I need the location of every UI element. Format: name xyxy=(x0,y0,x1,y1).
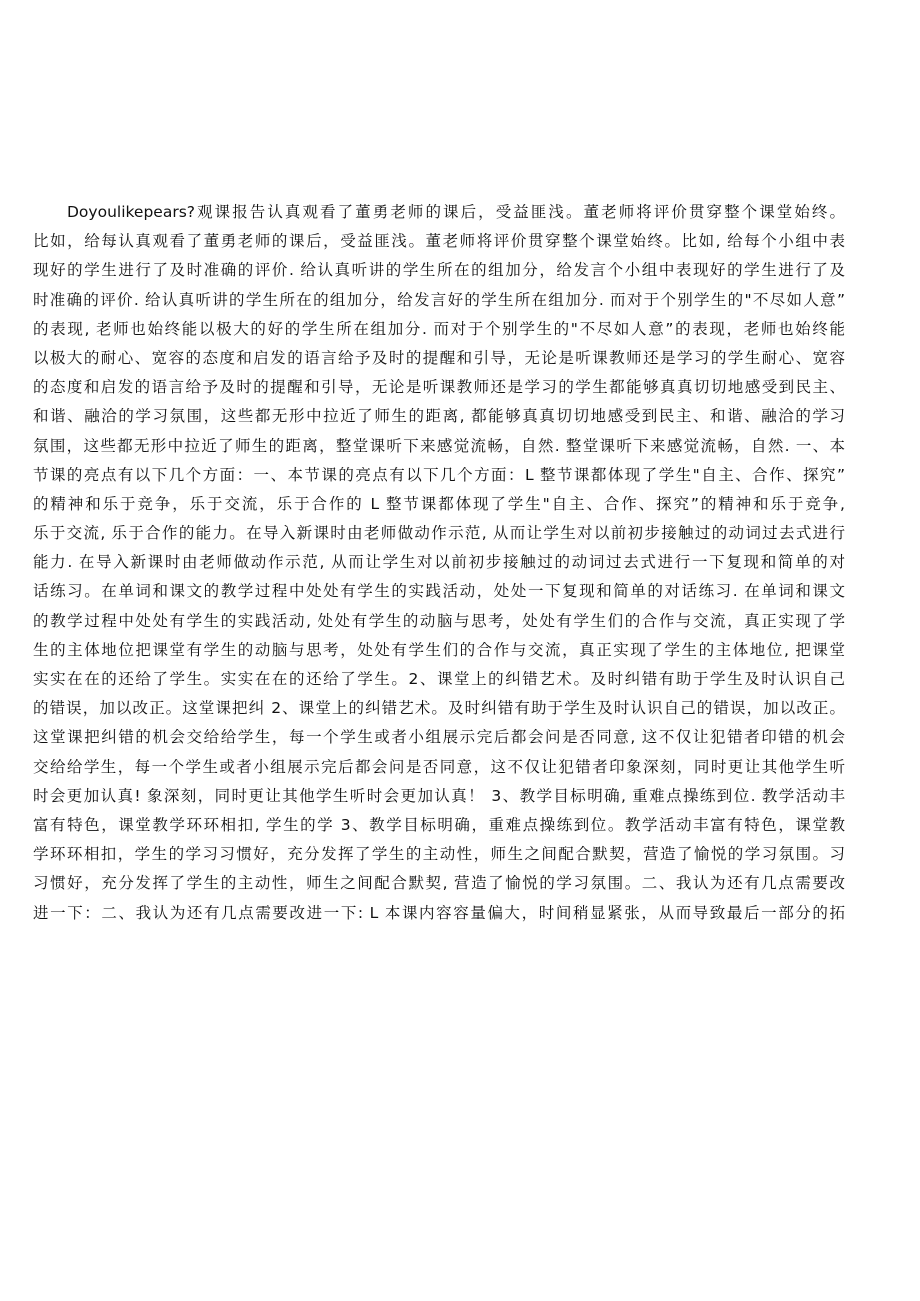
text-line: 的教学过程中处处有学生的实践活动, 处处有学生的动脑与思考，处处有学生们的合作与交流，真正实现了学 xyxy=(33,611,845,630)
text-line: 氛围，这些都无形中拉近了师生的距离，整堂课听下来感觉流畅，自然. 整堂课听下来感觉流畅，自然. 一、本 xyxy=(33,436,845,455)
text-line: 富有特色，课堂教学环环相扣, 学生的学 3、教学目标明确，重难点操练到位。教学活动丰富有特色，课堂教 xyxy=(33,815,845,834)
text-line: 乐于交流, 乐于合作的能力。在导入新课时由老师做动作示范, 从而让学生对以前初步接触过的动词过去式进行 xyxy=(33,524,845,543)
text-line: 习惯好，充分发挥了学生的主动性，师生之间配合默契, 营造了愉悦的学习氛围。二、我认为还有几点需要改 xyxy=(33,874,845,893)
text-line: 时会更加认真! 象深刻，同时更让其他学生听时会更加认真！ 3、教学目标明确, 重难点操练到位. 教学活动丰 xyxy=(33,786,845,805)
text-line: 节课的亮点有以下几个方面：一、本节课的亮点有以下几个方面：L 整节课都体现了学生"自主、合作、探究” xyxy=(33,465,845,484)
text-line: 时准确的评价. 给认真听讲的学生所在的组加分，给发言好的学生所在组加分. 而对于个别学生的"不尽如人意” xyxy=(33,290,845,309)
text-line: 实实在在的还给了学生。实实在在的还给了学生。2、课堂上的纠错艺术。及时纠错有助于学生及时认识自己 xyxy=(33,670,845,688)
text-line: 话练习。在单词和课文的教学过程中处处有学生的实践活动，处处一下复现和简单的对话练习. 在单词和课文 xyxy=(33,582,845,601)
text-line: 和谐、融洽的学习氛围，这些都无形中拉近了师生的距离, 都能够真真切切地感受到民主、和谐、融洽的学习 xyxy=(33,407,845,426)
text-line: 交给给学生，每一个学生或者小组展示完后都会问是否同意，这不仅让犯错者印象深刻，同时更让其他学生听 xyxy=(33,757,845,776)
text-line: 的错误，加以改正。这堂课把纠 2、课堂上的纠错艺术。及时纠错有助于学生及时认识自己的错误，加以改正。 xyxy=(33,699,845,718)
text-line: 这堂课把纠错的机会交给给学生，每一个学生或者小组展示完后都会问是否同意, 这不仅让犯错者印错的机会 xyxy=(33,728,845,747)
text-line: 生的主体地位把课堂有学生的动脑与思考，处处有学生们的合作与交流，真正实现了学生的主体地位, 把课堂 xyxy=(33,640,845,659)
text-line: 能力. 在导入新课时由老师做动作示范, 从而让学生对以前初步接触过的动词过去式进行一下复现和简单的对 xyxy=(33,553,845,572)
text-line: 以极大的耐心、宽容的态度和启发的语言给予及时的提醒和引导，无论是听课教师还是学习的学生耐心、宽容 xyxy=(33,348,845,367)
text-line: 的表现, 老师也始终能以极大的好的学生所在组加分. 而对于个别学生的"不尽如人意”的表现，老师也始终能 xyxy=(33,319,845,338)
text-line: 现好的学生进行了及时准确的评价. 给认真听讲的学生所在的组加分，给发言个小组中表现好的学生进行了及 xyxy=(33,261,845,280)
text-line: Doyoulikepears?观课报告认真观看了董勇老师的课后，受益匪浅。董老师将评价贯穿整个课堂始终。 xyxy=(67,203,845,221)
body-paragraph xyxy=(33,198,845,928)
text-line: 的精神和乐于竞争，乐于交流，乐于合作的 L 整节课都体现了学生"自主、合作、探究”的精神和乐于竞争, xyxy=(33,494,845,513)
text-line: 比如，给每认真观看了董勇老师的课后，受益匪浅。董老师将评价贯穿整个课堂始终。比如, 给每个小组中表 xyxy=(33,232,845,251)
text-line: 进一下：二、我认为还有几点需要改进一下: L 本课内容容量偏大，时间稍显紧张，从而导致最后一部分的拓 xyxy=(33,903,845,922)
text-line: 的态度和启发的语言给予及时的提醒和引导，无论是听课教师还是学习的学生都能够真真切切地感受到民主、 xyxy=(33,378,845,397)
text-line: 学环环相扣，学生的学习习惯好，充分发挥了学生的主动性，师生之间配合默契，营造了愉悦的学习氛围。习 xyxy=(33,845,845,864)
